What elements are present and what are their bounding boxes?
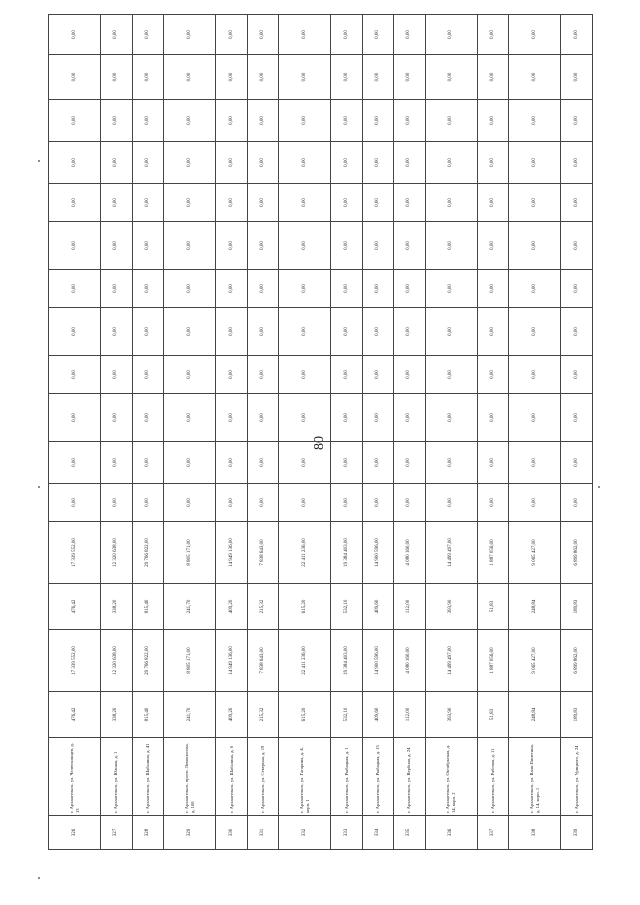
value-cell: 0,00	[330, 442, 361, 484]
value-cell: 8 805 171,00	[163, 522, 215, 584]
value-cell: 19 384 403,00	[330, 630, 361, 692]
table-row	[508, 15, 560, 850]
value-cell: 0,00	[508, 442, 560, 484]
value-cell: 0,00	[362, 184, 393, 222]
value-cell: 0,00	[560, 100, 592, 142]
address-cell: г. Архангельск, ул. Гагарина, д. 4, корп. 1	[278, 738, 330, 816]
value-cell: 0,00	[100, 222, 131, 270]
value-cell: 0,00	[393, 100, 424, 142]
value-cell: 0,00	[393, 222, 424, 270]
value-cell: 0,00	[425, 222, 477, 270]
value-cell: 0,00	[362, 222, 393, 270]
address-cell: г. Архангельск, ул. Урицкого, д. 24	[560, 738, 592, 816]
value-cell: 0,00	[278, 222, 330, 270]
value-cell: 0,00	[278, 55, 330, 100]
row-number-cell: 329	[163, 816, 215, 850]
value-cell: 0,00	[100, 270, 131, 308]
value-cell: 7 838 643,00	[247, 522, 278, 584]
value-cell: 0,00	[215, 394, 246, 442]
value-cell: 0,00	[215, 308, 246, 356]
value-cell: 0,00	[132, 442, 163, 484]
data-table	[48, 14, 593, 850]
value-cell: 0,00	[215, 442, 246, 484]
value-cell: 0,00	[425, 100, 477, 142]
value-cell: 0,00	[477, 222, 508, 270]
value-cell: 0,00	[425, 15, 477, 55]
address-cell: г. Архангельск, ул. Рабочая, д. 11	[477, 738, 508, 816]
value-cell: 0,00	[100, 484, 131, 522]
address-cell: г. Архангельск, ул. Рыбацкая, д. 15	[362, 738, 393, 816]
value-cell: 0,00	[560, 442, 592, 484]
value-cell: 0,00	[163, 356, 215, 394]
value-cell: 0,00	[247, 15, 278, 55]
value-cell: 51,83	[477, 584, 508, 630]
address-cell: г. Архангельск, ул. Рыбацкая, д. 1	[330, 738, 361, 816]
value-cell: 532,10	[330, 692, 361, 738]
row-number-cell: 331	[247, 816, 278, 850]
value-cell: 0,00	[393, 484, 424, 522]
value-cell: 0,00	[477, 184, 508, 222]
table-row	[425, 15, 477, 850]
value-cell: 0,00	[132, 184, 163, 222]
value-cell: 8 805 171,00	[163, 630, 215, 692]
value-cell: 0,00	[508, 15, 560, 55]
value-cell: 0,00	[393, 184, 424, 222]
value-cell: 248,84	[508, 584, 560, 630]
value-cell: 0,00	[48, 142, 100, 184]
value-cell: 0,00	[100, 184, 131, 222]
row-number-cell: 337	[477, 816, 508, 850]
address-cell: г. Архангельск, ул. Шабалина, д. 41	[132, 738, 163, 816]
value-cell: 0,00	[132, 15, 163, 55]
value-cell: 0,00	[100, 15, 131, 55]
address-cell: г. Архангельск, просп. Ломоносова, д. 108	[163, 738, 215, 816]
value-cell: 189,83	[560, 692, 592, 738]
value-cell: 0,00	[132, 356, 163, 394]
value-cell: 0,00	[393, 308, 424, 356]
value-cell: 0,00	[278, 270, 330, 308]
value-cell: 0,00	[48, 308, 100, 356]
value-cell: 0,00	[393, 55, 424, 100]
value-cell: 0,00	[330, 142, 361, 184]
value-cell: 17 339 552,00	[48, 522, 100, 584]
value-cell: 9 065 427,00	[508, 522, 560, 584]
value-cell: 0,00	[132, 55, 163, 100]
value-cell: 0,00	[48, 184, 100, 222]
value-cell: 0,00	[215, 15, 246, 55]
value-cell: 0,00	[362, 270, 393, 308]
value-cell: 0,00	[163, 484, 215, 522]
value-cell: 0,00	[215, 222, 246, 270]
value-cell: 615,20	[278, 692, 330, 738]
value-cell: 215,32	[247, 584, 278, 630]
value-cell: 0,00	[362, 100, 393, 142]
value-cell: 0,00	[560, 308, 592, 356]
value-cell: 7 838 643,00	[247, 630, 278, 692]
value-cell: 815,40	[132, 584, 163, 630]
value-cell: 0,00	[330, 184, 361, 222]
value-cell: 29 766 822,00	[132, 630, 163, 692]
value-cell: 0,00	[425, 270, 477, 308]
table-row	[48, 15, 100, 850]
value-cell: 215,32	[247, 692, 278, 738]
value-cell: 0,00	[278, 184, 330, 222]
address-cell: г. Архангельск, ул. Челюскинцев, д. 13	[48, 738, 100, 816]
value-cell: 14 499 497,00	[425, 630, 477, 692]
value-cell: 0,00	[508, 484, 560, 522]
value-cell: 0,00	[425, 55, 477, 100]
value-cell: 0,00	[247, 142, 278, 184]
value-cell: 14 949 136,00	[215, 522, 246, 584]
value-cell: 12 320 638,00	[100, 522, 131, 584]
address-cell: г. Архангельск, ул. Южная, д. 1	[100, 738, 131, 816]
value-cell: 0,00	[425, 394, 477, 442]
value-cell: 338,20	[100, 584, 131, 630]
address-cell: г. Архангельск, ул. Северная, д. 19	[247, 738, 278, 816]
value-cell: 241,70	[163, 584, 215, 630]
value-cell: 0,00	[477, 394, 508, 442]
value-cell: 0,00	[215, 484, 246, 522]
value-cell: 0,00	[247, 394, 278, 442]
value-cell: 0,00	[508, 308, 560, 356]
value-cell: 248,84	[508, 692, 560, 738]
value-cell: 9 065 427,00	[508, 630, 560, 692]
value-cell: 0,00	[560, 55, 592, 100]
value-cell: 6 899 862,00	[560, 522, 592, 584]
value-cell: 409,20	[215, 692, 246, 738]
value-cell: 615,20	[278, 584, 330, 630]
row-number-cell: 330	[215, 816, 246, 850]
table-container	[48, 30, 593, 850]
value-cell: 0,00	[508, 142, 560, 184]
value-cell: 1 887 056,00	[477, 522, 508, 584]
value-cell: 0,00	[477, 356, 508, 394]
value-cell: 409,20	[215, 584, 246, 630]
table-row	[215, 15, 246, 850]
value-cell: 0,00	[247, 442, 278, 484]
value-cell: 29 766 822,00	[132, 522, 163, 584]
value-cell: 0,00	[163, 142, 215, 184]
value-cell: 0,00	[425, 308, 477, 356]
value-cell: 409,60	[362, 692, 393, 738]
row-number-cell: 339	[560, 816, 592, 850]
value-cell: 0,00	[560, 484, 592, 522]
value-cell: 0,00	[425, 142, 477, 184]
value-cell: 0,00	[278, 442, 330, 484]
value-cell: 0,00	[48, 394, 100, 442]
value-cell: 0,00	[278, 308, 330, 356]
address-cell: г. Архангельск, ул. Шабалина, д. 6	[215, 738, 246, 816]
value-cell: 0,00	[100, 442, 131, 484]
value-cell: 0,00	[100, 308, 131, 356]
value-cell: 0,00	[425, 442, 477, 484]
value-cell: 0,00	[362, 356, 393, 394]
address-cell: г. Архангельск, ул. Вали Пинегина, д. 14, корп. 1	[508, 738, 560, 816]
row-number-cell: 336	[425, 816, 477, 850]
row-number-cell: 338	[508, 816, 560, 850]
value-cell: 409,60	[362, 584, 393, 630]
value-cell: 0,00	[48, 100, 100, 142]
value-cell: 0,00	[477, 484, 508, 522]
value-cell: 0,00	[508, 394, 560, 442]
address-cell: г. Архангельск, ул. Вербная, д. 24	[393, 738, 424, 816]
row-number-cell: 326	[48, 816, 100, 850]
value-cell: 0,00	[48, 270, 100, 308]
value-cell: 0,00	[508, 100, 560, 142]
value-cell: 12 320 638,00	[100, 630, 131, 692]
value-cell: 0,00	[560, 184, 592, 222]
value-cell: 0,00	[560, 222, 592, 270]
value-cell: 0,00	[330, 55, 361, 100]
value-cell: 0,00	[477, 55, 508, 100]
value-cell: 0,00	[330, 270, 361, 308]
value-cell: 0,00	[477, 308, 508, 356]
value-cell: 0,00	[393, 394, 424, 442]
value-cell: 0,00	[362, 142, 393, 184]
page-number: 80	[312, 436, 327, 450]
row-number-cell: 335	[393, 816, 424, 850]
value-cell: 22 411 236,00	[278, 522, 330, 584]
table-row	[560, 15, 592, 850]
value-cell: 0,00	[560, 394, 592, 442]
value-cell: 112,00	[393, 584, 424, 630]
value-cell: 393,90	[425, 692, 477, 738]
table-row	[278, 15, 330, 850]
value-cell: 51,83	[477, 692, 508, 738]
row-number-cell: 333	[330, 816, 361, 850]
value-cell: 0,00	[278, 100, 330, 142]
value-cell: 0,00	[477, 142, 508, 184]
value-cell: 0,00	[48, 356, 100, 394]
value-cell: 0,00	[278, 142, 330, 184]
value-cell: 0,00	[508, 270, 560, 308]
value-cell: 19 384 403,00	[330, 522, 361, 584]
row-number-cell: 334	[362, 816, 393, 850]
table-row	[132, 15, 163, 850]
value-cell: 0,00	[330, 394, 361, 442]
value-cell: 0,00	[393, 142, 424, 184]
value-cell: 0,00	[247, 100, 278, 142]
value-cell: 0,00	[330, 484, 361, 522]
value-cell: 0,00	[278, 356, 330, 394]
value-cell: 0,00	[330, 100, 361, 142]
table-row	[477, 15, 508, 850]
value-cell: 0,00	[508, 55, 560, 100]
value-cell: 0,00	[560, 270, 592, 308]
value-cell: 0,00	[393, 270, 424, 308]
value-cell: 0,00	[362, 484, 393, 522]
value-cell: 0,00	[362, 15, 393, 55]
value-cell: 0,00	[508, 356, 560, 394]
value-cell: 17 339 552,00	[48, 630, 100, 692]
value-cell: 241,70	[163, 692, 215, 738]
value-cell: 0,00	[477, 270, 508, 308]
value-cell: 0,00	[163, 394, 215, 442]
value-cell: 0,00	[393, 442, 424, 484]
value-cell: 0,00	[560, 142, 592, 184]
value-cell: 0,00	[163, 270, 215, 308]
value-cell: 0,00	[48, 15, 100, 55]
scan-speck	[38, 877, 40, 879]
value-cell: 14 900 596,00	[362, 630, 393, 692]
value-cell: 0,00	[393, 356, 424, 394]
value-cell: 0,00	[215, 100, 246, 142]
value-cell: 0,00	[132, 270, 163, 308]
value-cell: 338,20	[100, 692, 131, 738]
value-cell: 0,00	[278, 15, 330, 55]
value-cell: 0,00	[330, 15, 361, 55]
value-cell: 4 080 160,00	[393, 630, 424, 692]
value-cell: 0,00	[247, 308, 278, 356]
value-cell: 0,00	[477, 15, 508, 55]
value-cell: 0,00	[508, 184, 560, 222]
value-cell: 0,00	[132, 222, 163, 270]
value-cell: 189,83	[560, 584, 592, 630]
value-cell: 0,00	[362, 55, 393, 100]
value-cell: 14 900 596,00	[362, 522, 393, 584]
value-cell: 0,00	[48, 442, 100, 484]
value-cell: 0,00	[48, 484, 100, 522]
value-cell: 0,00	[163, 15, 215, 55]
value-cell: 476,42	[48, 692, 100, 738]
value-cell: 0,00	[330, 222, 361, 270]
value-cell: 0,00	[100, 55, 131, 100]
value-cell: 0,00	[163, 308, 215, 356]
value-cell: 0,00	[215, 356, 246, 394]
value-cell: 0,00	[560, 15, 592, 55]
value-cell: 0,00	[48, 55, 100, 100]
scan-speck	[38, 160, 40, 162]
value-cell: 0,00	[163, 100, 215, 142]
value-cell: 0,00	[477, 100, 508, 142]
value-cell: 0,00	[163, 184, 215, 222]
value-cell: 393,90	[425, 584, 477, 630]
row-number-cell: 332	[278, 816, 330, 850]
value-cell: 0,00	[247, 184, 278, 222]
value-cell: 0,00	[163, 222, 215, 270]
value-cell: 0,00	[330, 308, 361, 356]
value-cell: 0,00	[132, 484, 163, 522]
scan-speck	[38, 486, 40, 488]
value-cell: 14 949 136,00	[215, 630, 246, 692]
value-cell: 0,00	[215, 55, 246, 100]
value-cell: 0,00	[508, 222, 560, 270]
value-cell: 0,00	[100, 356, 131, 394]
table-row	[330, 15, 361, 850]
value-cell: 0,00	[362, 442, 393, 484]
value-cell: 0,00	[477, 442, 508, 484]
table-row	[163, 15, 215, 850]
value-cell: 0,00	[132, 394, 163, 442]
value-cell: 0,00	[247, 222, 278, 270]
value-cell: 0,00	[163, 55, 215, 100]
value-cell: 0,00	[132, 142, 163, 184]
scan-speck	[598, 486, 600, 488]
value-cell: 0,00	[393, 15, 424, 55]
value-cell: 0,00	[247, 270, 278, 308]
value-cell: 0,00	[362, 394, 393, 442]
value-cell: 0,00	[48, 222, 100, 270]
address-cell: г. Архангельск, ул. Октябрьская, д. 14, корп. 2	[425, 738, 477, 816]
value-cell: 0,00	[247, 55, 278, 100]
value-cell: 0,00	[100, 142, 131, 184]
value-cell: 0,00	[330, 356, 361, 394]
value-cell: 4 080 160,00	[393, 522, 424, 584]
value-cell: 0,00	[425, 184, 477, 222]
value-cell: 0,00	[425, 484, 477, 522]
value-cell: 0,00	[278, 394, 330, 442]
value-cell: 22 411 236,00	[278, 630, 330, 692]
value-cell: 0,00	[132, 100, 163, 142]
value-cell: 6 899 862,00	[560, 630, 592, 692]
value-cell: 815,40	[132, 692, 163, 738]
table-row	[247, 15, 278, 850]
table-row	[100, 15, 131, 850]
value-cell: 0,00	[215, 142, 246, 184]
value-cell: 0,00	[215, 270, 246, 308]
value-cell: 0,00	[425, 356, 477, 394]
value-cell: 0,00	[215, 184, 246, 222]
value-cell: 532,10	[330, 584, 361, 630]
table-body	[48, 15, 592, 850]
value-cell: 476,42	[48, 584, 100, 630]
value-cell: 0,00	[132, 308, 163, 356]
value-cell: 14 499 497,00	[425, 522, 477, 584]
value-cell: 0,00	[100, 100, 131, 142]
value-cell: 0,00	[560, 356, 592, 394]
table-row	[393, 15, 424, 850]
value-cell: 0,00	[278, 484, 330, 522]
value-cell: 112,00	[393, 692, 424, 738]
value-cell: 0,00	[163, 442, 215, 484]
row-number-cell: 327	[100, 816, 131, 850]
value-cell: 0,00	[100, 394, 131, 442]
row-number-cell: 328	[132, 816, 163, 850]
value-cell: 1 887 056,00	[477, 630, 508, 692]
value-cell: 0,00	[362, 308, 393, 356]
value-cell: 0,00	[247, 484, 278, 522]
value-cell: 0,00	[247, 356, 278, 394]
table-row	[362, 15, 393, 850]
